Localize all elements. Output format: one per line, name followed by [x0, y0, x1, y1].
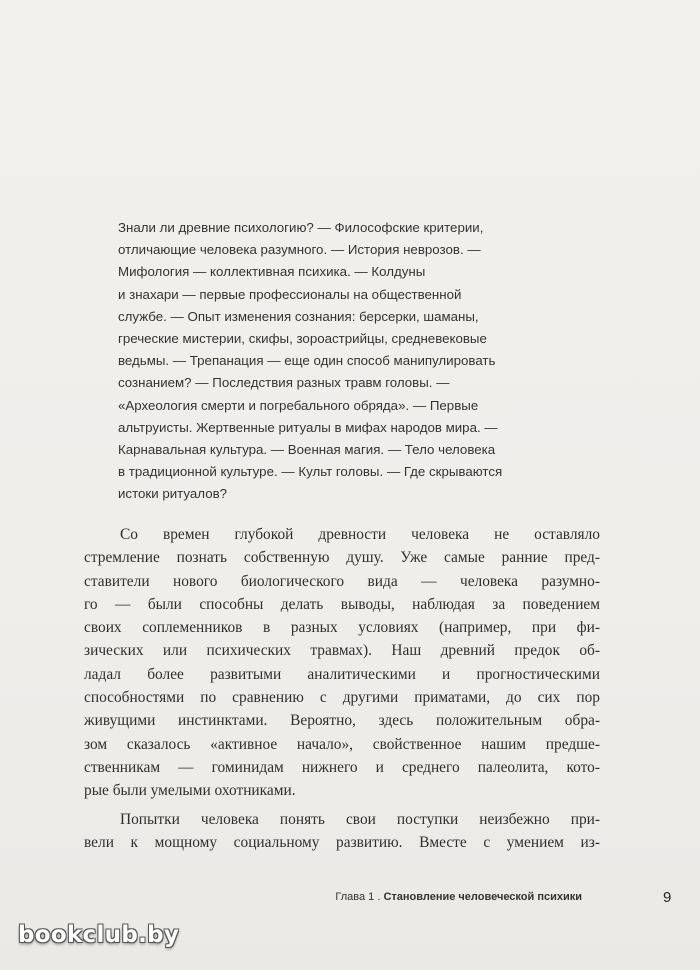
text-line: го — были способны делать выводы, наблюдая за поведением [84, 595, 600, 613]
text-line: зических или психических травмах). Наш древний предок об- [84, 642, 600, 660]
text-line: рые были умелыми охотниками. [84, 782, 296, 800]
summary-line: Знали ли древние психологию? — Философские критерии, [118, 220, 484, 235]
chapter-title: Становление человеческой психики [383, 891, 582, 903]
summary-line: альтруисты. Жертвенные ритуалы в мифах народов мира. — [118, 419, 498, 435]
summary-line: службе. — Опыт изменения сознания: берсерки, шаманы, [118, 308, 479, 324]
text-line: Попытки человека понять свои поступки неизбежно при- [120, 810, 600, 828]
text-line: ственникам — гоминидам нижнего и среднего палеолита, кото- [84, 758, 600, 776]
chapter-reference [335, 891, 582, 903]
text-line: своих соплеменников в разных условиях (например, при фи- [84, 619, 600, 637]
text-line: вели к мощному социальному развитию. Вместе с умением из- [84, 833, 600, 851]
chapter-label: Глава 1 [335, 891, 375, 903]
paragraph [84, 523, 600, 803]
site-watermark: bookclub.by [18, 922, 180, 948]
text-line: Со времен глубокой древности человека не оставляло [120, 526, 600, 543]
summary-line: «Археология смерти и погребального обряда». — Первые [118, 397, 479, 413]
text-line: ставители нового биологического вида — человека разумно- [84, 572, 600, 590]
summary-line: истоки ритуалов? [118, 486, 228, 502]
text-line: зом сказалось «активное начало», свойственное нашим предше- [84, 735, 600, 753]
page-number: 9 [663, 889, 672, 906]
main-text [84, 523, 600, 854]
running-footer [0, 889, 700, 909]
paragraph [84, 808, 600, 855]
chapter-summary [118, 217, 598, 506]
text-line: стремление познать собственную душу. Уже самые ранние пред- [84, 549, 600, 567]
summary-line: Карнавальная культура. — Военная магия. — Тело человека [118, 442, 496, 458]
summary-line: ведьмы. — Трепанация — еще один способ манипулировать [118, 353, 496, 369]
summary-line: и знахари — первые профессионалы на общественной [118, 286, 462, 302]
summary-line: отличающие человека разумного. — История неврозов. — [118, 242, 481, 258]
summary-line: сознанием? — Последствия разных травм головы. — [118, 375, 450, 391]
text-line: способностями по сравнению с другими приматами, до сих пор [84, 689, 600, 707]
summary-line: Мифология — коллективная психика. — Колдуны [118, 264, 426, 280]
text-line: живущими инстинктами. Вероятно, здесь положительным обра- [84, 712, 600, 730]
text-line: ладал более развитыми аналитическими и прогностическими [84, 665, 600, 683]
summary-line: в традиционной культуре. — Культ головы. — Где скрываются [118, 464, 503, 480]
summary-line: греческие мистерии, скифы, зороастрийцы, средневековые [118, 331, 487, 347]
chapter-separator: . [377, 891, 381, 903]
